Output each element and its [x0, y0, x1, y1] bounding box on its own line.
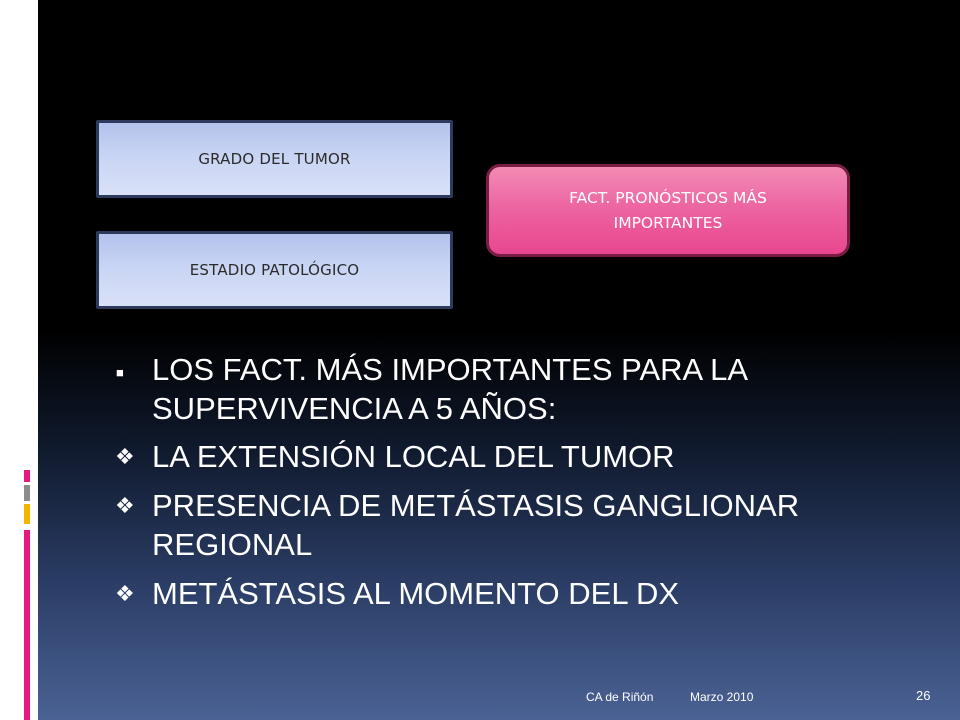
factores-pronosticos-box [486, 164, 850, 257]
sub-bullet-item [112, 574, 932, 613]
estadio-patologico-label: ESTADIO PATOLÓGICO [189, 261, 360, 279]
sub-bullet-text: LA EXTENSIÓN LOCAL DEL TUMOR [152, 439, 675, 474]
four-diamond-bullet-icon: ❖ [115, 444, 135, 469]
grado-del-tumor-label: GRADO DEL TUMOR [198, 150, 351, 168]
sub-bullet-item [112, 437, 932, 476]
four-diamond-bullet-icon: ❖ [115, 581, 135, 606]
footer-date: Marzo 2010 [690, 690, 754, 704]
bullet-list [112, 350, 932, 623]
grado-del-tumor-box [96, 120, 453, 198]
sub-bullet-item [112, 486, 932, 564]
main-bullet-item [112, 350, 932, 428]
decorative-color-bars [22, 460, 38, 720]
decorative-lines-top [22, 0, 30, 118]
footer-subject: CA de Riñón [586, 690, 654, 704]
page-number: 26 [916, 688, 931, 703]
main-bullet-text: LOS FACT. MÁS IMPORTANTES PARA LA SUPERVIVENCIA A 5 AÑOS: [152, 352, 747, 426]
four-diamond-bullet-icon: ❖ [115, 493, 135, 518]
square-bullet-icon: ■ [116, 365, 124, 380]
sub-bullet-text: METÁSTASIS AL MOMENTO DEL DX [152, 576, 680, 611]
sub-bullet-text: PRESENCIA DE METÁSTASIS GANGLIONAR REGIONAL [152, 488, 800, 562]
factores-pronosticos-label: FACT. PRONÓSTICOS MÁS IMPORTANTES [569, 189, 767, 232]
estadio-patologico-box [96, 231, 453, 309]
